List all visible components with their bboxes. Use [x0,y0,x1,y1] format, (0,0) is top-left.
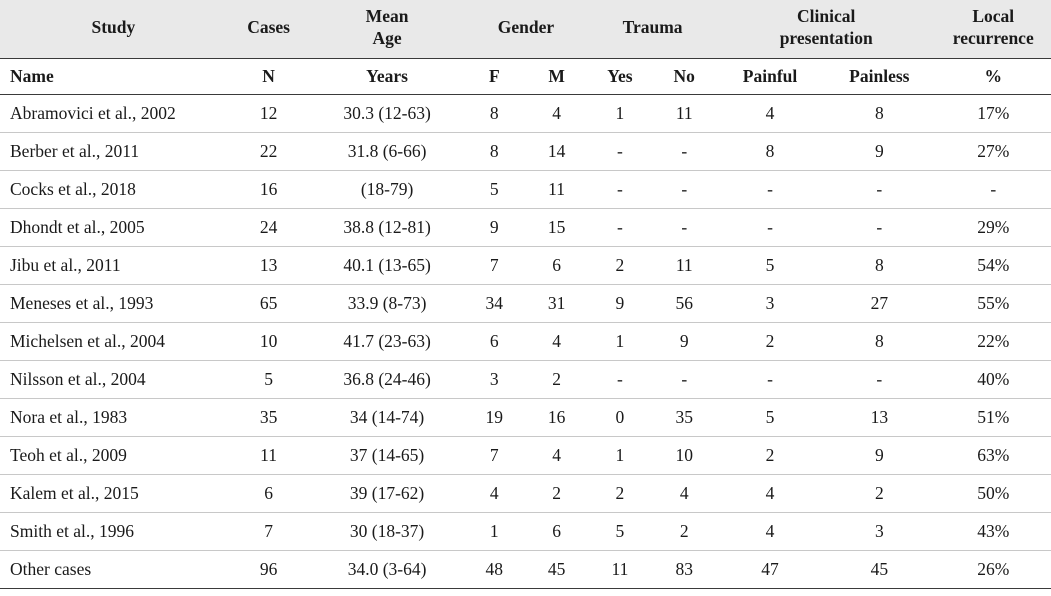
cell-cases-n: 6 [227,474,311,512]
cell-painful: 5 [717,398,823,436]
cell-painful: 4 [717,94,823,132]
cell-trauma-yes: 1 [588,322,651,360]
unit-header-row [0,58,1051,94]
group-header-gender: Gender [497,16,555,37]
cell-cases-n: 12 [227,94,311,132]
cell-mean-age: 33.9 (8-73) [310,284,463,322]
unit-header-n: N [227,58,311,94]
cell-trauma-no: 10 [652,436,717,474]
cell-trauma-no: 9 [652,322,717,360]
cell-trauma-yes: 9 [588,284,651,322]
cell-gender-f: 3 [464,360,525,398]
cell-gender-f: 7 [464,246,525,284]
table-row [0,170,1051,208]
cell-trauma-yes: 5 [588,512,651,550]
cell-gender-f: 1 [464,512,525,550]
cell-gender-f: 8 [464,94,525,132]
cell-local-recurrence: 22% [936,322,1051,360]
cell-painless: 9 [823,132,935,170]
unit-header-percent: % [936,58,1051,94]
cell-painless: 8 [823,246,935,284]
cell-study-name: Berber et al., 2011 [0,132,227,170]
table-row [0,322,1051,360]
unit-header-male: M [525,58,588,94]
table-head [0,0,1051,94]
table-row [0,360,1051,398]
cell-trauma-no: - [652,360,717,398]
cell-gender-m: 4 [525,94,588,132]
cell-gender-m: 4 [525,436,588,474]
cell-trauma-no: 4 [652,474,717,512]
cell-cases-n: 11 [227,436,311,474]
cell-trauma-yes: 2 [588,246,651,284]
cell-painless: 2 [823,474,935,512]
table-row [0,246,1051,284]
cell-painless: 13 [823,398,935,436]
cell-gender-m: 2 [525,360,588,398]
cell-study-name: Michelsen et al., 2004 [0,322,227,360]
cell-mean-age: 30.3 (12-63) [310,94,463,132]
cell-trauma-yes: - [588,132,651,170]
cell-painful: 3 [717,284,823,322]
cell-trauma-no: - [652,170,717,208]
table-row [0,94,1051,132]
cell-cases-n: 65 [227,284,311,322]
cell-trauma-yes: 11 [588,550,651,588]
cell-mean-age: 31.8 (6-66) [310,132,463,170]
cell-study-name: Jibu et al., 2011 [0,246,227,284]
cell-trauma-yes: 2 [588,474,651,512]
cell-painless: 9 [823,436,935,474]
cell-study-name: Other cases [0,550,227,588]
table-row [0,132,1051,170]
cell-mean-age: 41.7 (23-63) [310,322,463,360]
cell-trauma-no: 56 [652,284,717,322]
cell-gender-f: 8 [464,132,525,170]
table-row [0,550,1051,588]
cell-study-name: Dhondt et al., 2005 [0,208,227,246]
cell-painful: 2 [717,436,823,474]
cell-painful: 47 [717,550,823,588]
cell-mean-age: 34.0 (3-64) [310,550,463,588]
cell-local-recurrence: - [936,170,1051,208]
cell-gender-m: 16 [525,398,588,436]
table-row [0,436,1051,474]
cell-local-recurrence: 55% [936,284,1051,322]
cell-study-name: Teoh et al., 2009 [0,436,227,474]
cell-study-name: Meneses et al., 1993 [0,284,227,322]
cell-cases-n: 35 [227,398,311,436]
cell-cases-n: 10 [227,322,311,360]
group-header-trauma: Trauma [622,16,683,37]
cell-trauma-no: 83 [652,550,717,588]
cell-cases-n: 7 [227,512,311,550]
cell-gender-f: 48 [464,550,525,588]
table-row [0,474,1051,512]
cell-painless: 8 [823,322,935,360]
cell-trauma-no: 11 [652,246,717,284]
cell-gender-f: 6 [464,322,525,360]
cell-trauma-yes: 0 [588,398,651,436]
unit-header-painful: Painful [717,58,823,94]
cell-study-name: Abramovici et al., 2002 [0,94,227,132]
cell-mean-age: 37 (14-65) [310,436,463,474]
table-row [0,284,1051,322]
cell-mean-age: 39 (17-62) [310,474,463,512]
cell-painful: - [717,208,823,246]
group-header-row [0,0,1051,58]
table-row [0,398,1051,436]
group-header-clinical-presentation: Clinical presentation [779,6,873,48]
cell-gender-m: 15 [525,208,588,246]
unit-header-female: F [464,58,525,94]
cell-cases-n: 13 [227,246,311,284]
cell-cases-n: 24 [227,208,311,246]
group-header-study: Study [91,16,136,37]
cell-mean-age: 36.8 (24-46) [310,360,463,398]
table-row [0,512,1051,550]
cell-painless: - [823,170,935,208]
cell-study-name: Kalem et al., 2015 [0,474,227,512]
cell-mean-age: 38.8 (12-81) [310,208,463,246]
cell-trauma-no: - [652,132,717,170]
cell-mean-age: (18-79) [310,170,463,208]
cell-study-name: Nora et al., 1983 [0,398,227,436]
cell-painful: 5 [717,246,823,284]
cell-cases-n: 16 [227,170,311,208]
unit-header-years: Years [310,58,463,94]
cell-gender-f: 4 [464,474,525,512]
cell-gender-m: 4 [525,322,588,360]
unit-header-trauma-no: No [652,58,717,94]
cell-gender-m: 6 [525,512,588,550]
cell-painless: 3 [823,512,935,550]
cell-trauma-yes: - [588,208,651,246]
cell-mean-age: 30 (18-37) [310,512,463,550]
cell-study-name: Nilsson et al., 2004 [0,360,227,398]
cell-gender-m: 14 [525,132,588,170]
cell-gender-m: 11 [525,170,588,208]
cell-trauma-no: 11 [652,94,717,132]
cell-trauma-yes: 1 [588,94,651,132]
cell-mean-age: 40.1 (13-65) [310,246,463,284]
table-row [0,208,1051,246]
cell-painless: - [823,208,935,246]
cell-trauma-yes: - [588,360,651,398]
cell-painless: 45 [823,550,935,588]
cell-local-recurrence: 29% [936,208,1051,246]
cell-gender-m: 6 [525,246,588,284]
cell-gender-f: 7 [464,436,525,474]
cell-local-recurrence: 17% [936,94,1051,132]
cell-cases-n: 22 [227,132,311,170]
cell-local-recurrence: 51% [936,398,1051,436]
cell-mean-age: 34 (14-74) [310,398,463,436]
cell-gender-m: 31 [525,284,588,322]
cell-gender-m: 45 [525,550,588,588]
group-header-cases: Cases [247,16,290,37]
cell-trauma-no: 35 [652,398,717,436]
cell-local-recurrence: 26% [936,550,1051,588]
cell-local-recurrence: 54% [936,246,1051,284]
cell-painful: - [717,170,823,208]
cell-trauma-no: - [652,208,717,246]
cell-study-name: Cocks et al., 2018 [0,170,227,208]
cell-local-recurrence: 63% [936,436,1051,474]
cell-painless: - [823,360,935,398]
unit-header-painless: Painless [823,58,935,94]
unit-header-trauma-yes: Yes [588,58,651,94]
cell-local-recurrence: 50% [936,474,1051,512]
cell-painful: 2 [717,322,823,360]
cell-trauma-no: 2 [652,512,717,550]
cell-local-recurrence: 40% [936,360,1051,398]
cell-painless: 27 [823,284,935,322]
cell-trauma-yes: - [588,170,651,208]
cell-gender-f: 5 [464,170,525,208]
cell-cases-n: 96 [227,550,311,588]
group-header-local-recurrence: Local recurrence [952,6,1034,48]
cell-cases-n: 5 [227,360,311,398]
table-body [0,94,1051,588]
cell-gender-f: 19 [464,398,525,436]
cell-gender-m: 2 [525,474,588,512]
cell-painful: 4 [717,474,823,512]
unit-header-name: Name [0,58,227,94]
group-header-mean-age: Mean Age [365,6,409,48]
cell-painful: 4 [717,512,823,550]
cell-painful: 8 [717,132,823,170]
cell-gender-f: 9 [464,208,525,246]
cell-study-name: Smith et al., 1996 [0,512,227,550]
cell-local-recurrence: 27% [936,132,1051,170]
cell-local-recurrence: 43% [936,512,1051,550]
cell-gender-f: 34 [464,284,525,322]
cell-painless: 8 [823,94,935,132]
cell-painful: - [717,360,823,398]
cell-trauma-yes: 1 [588,436,651,474]
